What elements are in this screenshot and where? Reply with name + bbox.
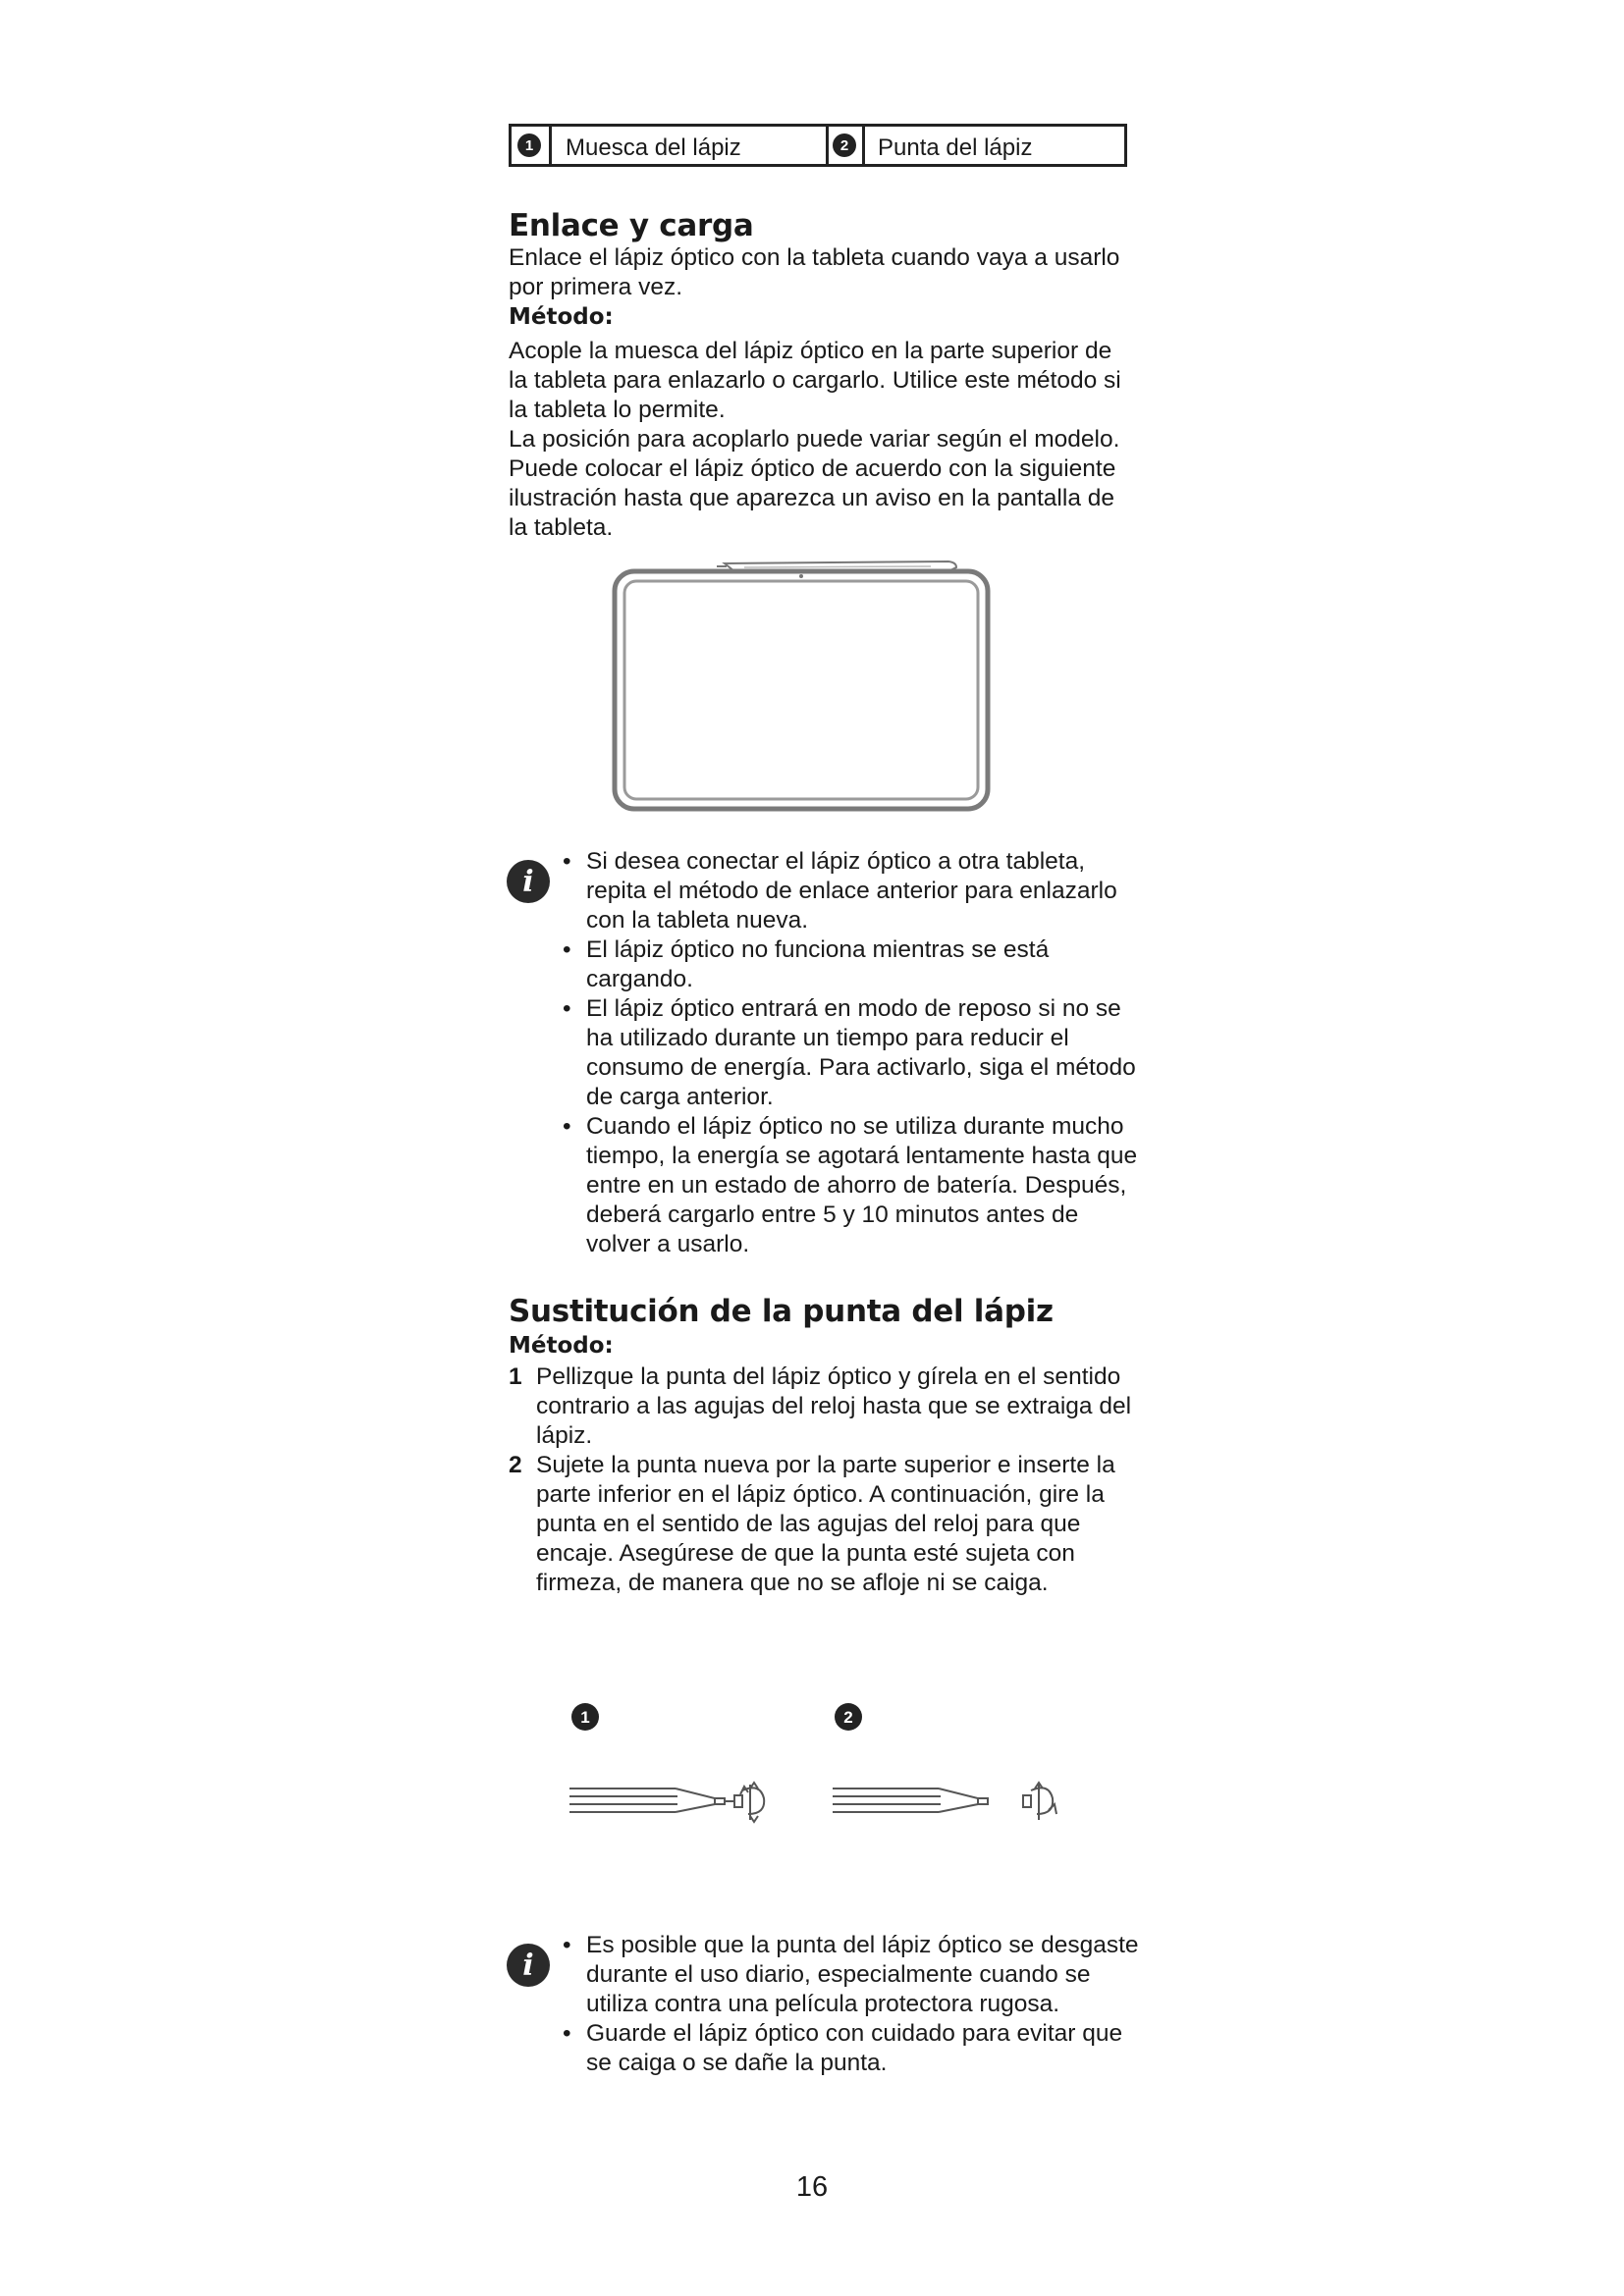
note-item: • Si desea conectar el lápiz óptico a otra tableta, repita el método de enlace anterior para enlazarlo con la tableta nueva. [560,847,1139,935]
tip-steps [509,1362,1137,1598]
tip-notes [560,1931,1139,2078]
legend-badge-1: 1 [517,133,541,157]
rotate-arrow-icon [740,1783,764,1822]
legend-badge-2: 2 [833,133,856,157]
stylus-illustration [568,1775,803,1834]
step-item: 2 Sujete la punta nueva por la parte superior e inserte la parte inferior en el lápiz óptico. A continuación, gire la punta en el sentido de las agujas del reloj para que encaje. Asegúrese de que la punta esté sujeta con firmeza, de manera que no se afloje ni se caiga. [509,1452,1115,1596]
legend-divider [826,127,829,164]
rotate-arrow-icon [1031,1783,1056,1820]
pairing-notes [560,847,1139,1259]
note-item: • Es posible que la punta del lápiz óptico se desgaste durante el uso diario, especialmente cuando se utiliza contra una película protectora rugosa. [560,1931,1139,2019]
note-item: • Cuando el lápiz óptico no se utiliza durante mucho tiempo, la energía se agotará lentamente hasta que entre en un estado de ahorro de batería. Después, deberá cargarlo entre 5 y 10 minutos antes de volver a usarlo. [560,1112,1139,1259]
note-item: • El lápiz óptico no funciona mientras se está cargando. [560,935,1139,994]
legend-item-notch: Muesca del lápiz [566,134,741,161]
figure-badge-2: 2 [835,1703,862,1731]
legend-item-tip: Punta del lápiz [878,134,1033,161]
step-item: 1 Pellizque la punta del lápiz óptico y gírela en el sentido contrario a las agujas del reloj hasta que se extraiga del lápiz. [509,1363,1132,1449]
pairing-intro: Enlace el lápiz óptico con la tableta cuando vaya a usarlo por primera vez. [509,244,1120,300]
section-title-tip-replacement: Sustitución de la punta del lápiz [509,1294,1054,1329]
figure-badge-1: 1 [571,1703,599,1731]
legend-divider [862,127,865,164]
note-item: • El lápiz óptico entrará en modo de reposo si no se ha utilizado durante un tiempo para reducir el consumo de energía. Para activarlo, siga el método de carga anterior. [560,994,1139,1112]
info-icon: i [507,1944,550,1987]
note-item: • Guarde el lápiz óptico con cuidado para evitar que se caiga o se dañe la punta. [560,2019,1139,2078]
legend-table [509,124,1127,167]
pairing-paragraph-2: La posición para acoplarlo puede variar según el modelo. Puede colocar el lápiz óptico de acuerdo con la siguiente ilustración hasta que aparezca un aviso en la pantalla de la tableta. [509,426,1120,541]
tip-method-label: Método: [509,1333,614,1359]
tablet-illustration [607,550,1000,815]
page-number: 16 [795,2171,829,2203]
section-title-pairing: Enlace y carga [509,208,754,243]
info-icon: i [507,860,550,903]
legend-divider [549,127,552,164]
stylus-illustration [831,1775,1066,1834]
pairing-method-label: Método: [509,304,614,330]
pairing-paragraph-1: Acople la muesca del lápiz óptico en la parte superior de la tableta para enlazarlo o cargarlo. Utilice este método si la tableta lo permite. [509,338,1121,423]
